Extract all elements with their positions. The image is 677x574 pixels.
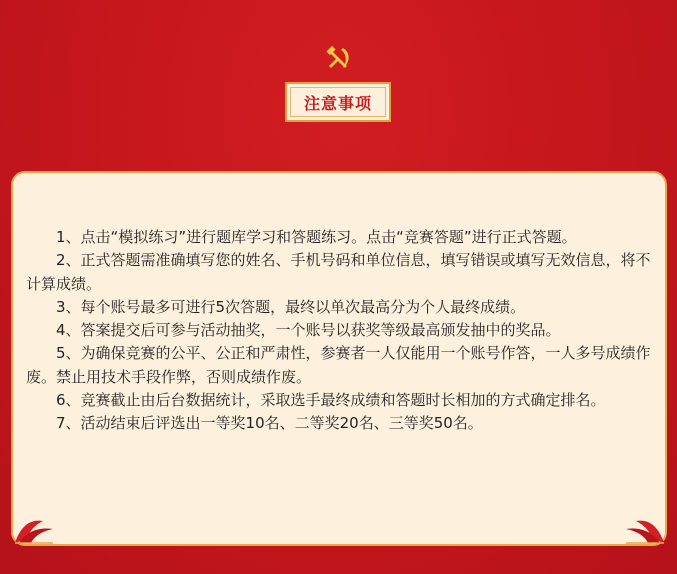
hammer-sickle-icon: [323, 44, 353, 74]
page-title: 注意事项: [303, 93, 372, 113]
rule-item-5: 5、为确保竞赛的公平、公正和严肃性，参赛者一人仅能用一个账号作答，一人多号成绩作废。禁止用技术手段作弊，否则成绩作废。: [26, 344, 651, 386]
rule-item-7: 7、活动结束后评选出一等奖10名、二等奖20名、三等奖50名。: [56, 414, 483, 433]
rule-item-6: 6、竞赛截止由后台数据统计，采取选手最终成绩和答题时长相加的方式确定排名。: [56, 391, 606, 410]
title-badge: [285, 82, 391, 122]
rule-item-2: 2、正式答题需准确填写您的姓名、手机号码和单位信息，填写错误或填写无效信息，将不计算成绩。: [26, 251, 651, 293]
rule-item-3: 3、每个账号最多可进行5次答题，最终以单次最高分为个人最终成绩。: [56, 297, 526, 316]
rules-list: [26, 226, 654, 436]
rule-item-1: 1、点击“模拟练习”进行题库学习和答题练习。点击“竞赛答题”进行正式答题。: [56, 228, 577, 246]
flag-wave-icon: [624, 515, 666, 545]
rule-item-4: 4、答案提交后可参与活动抽奖，一个账号以获奖等级最高颁发抽中的奖品。: [56, 321, 561, 340]
flag-wave-icon: [13, 515, 55, 545]
